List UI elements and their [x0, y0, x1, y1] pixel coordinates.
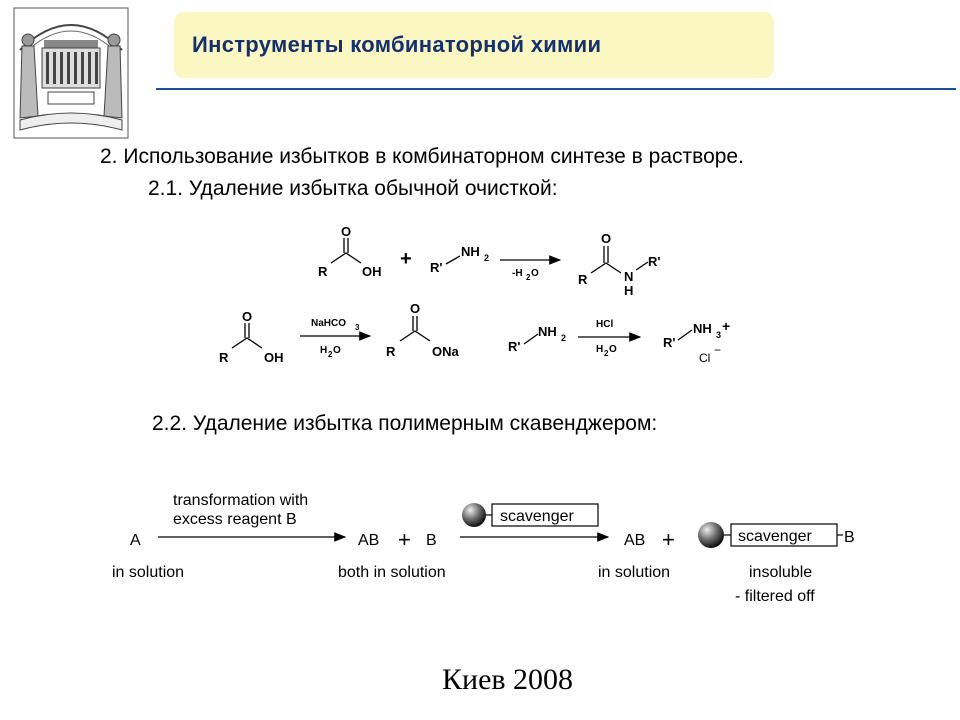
scheme-in-solution-1: in solution — [112, 564, 185, 581]
subsection-2-heading: 2.2. Удаление избытка полимерным скавенджером: — [152, 412, 658, 435]
r3-product-charge: + — [722, 318, 731, 334]
scheme-bound-b: B — [844, 529, 855, 546]
scheme-insoluble: insoluble — [749, 564, 813, 581]
r1-amide-o: O — [601, 231, 612, 246]
scheme-ab-1: AB — [358, 532, 380, 549]
r2-acid-r: R — [219, 350, 229, 365]
r2-solvent-h: H — [320, 345, 328, 356]
scheme-filtered-off: - filtered off — [735, 588, 815, 605]
scavenger-scheme — [112, 492, 855, 605]
r2-product-ona: ONa — [432, 344, 459, 359]
scheme-a: A — [130, 532, 141, 549]
r2-solvent-sub: 2 — [328, 350, 333, 359]
r3-amine-sub: 2 — [561, 333, 567, 343]
r2-solvent-o: O — [333, 345, 341, 356]
scheme-plus-2: + — [662, 527, 675, 552]
reaction-1 — [318, 224, 660, 298]
r1-cond-sub: 2 — [526, 273, 531, 282]
r3-solvent-sub: 2 — [604, 349, 609, 358]
subsection-1-heading: 2.1. Удаление избытка обычной очисткой: — [148, 177, 558, 200]
section-heading: 2. Использование избытков в комбинаторном синтезе в растворе. — [100, 145, 744, 168]
scheme-scavenger-reagent: scavenger — [500, 508, 574, 525]
r3-amine-nh: NH — [538, 324, 557, 339]
scheme-b: B — [426, 532, 437, 549]
polymer-bead-icon — [462, 503, 486, 527]
footer-city-year: Киев 2008 — [442, 663, 574, 696]
scheme-arrow-label-2: excess reagent B — [173, 511, 297, 528]
r3-amine-r: R' — [508, 339, 521, 354]
polymer-bead-bound-icon — [698, 522, 724, 548]
r3-solvent-h: H — [596, 344, 604, 355]
r1-acid-r: R — [318, 264, 328, 279]
reaction-2 — [219, 301, 460, 365]
r2-product-r: R — [386, 344, 396, 359]
r2-reagent: NaHCO — [311, 318, 347, 329]
r1-amide-r: R — [578, 272, 588, 287]
r3-product-r: R' — [663, 335, 676, 350]
scheme-in-solution-2: in solution — [598, 564, 671, 581]
r3-product-minus: − — [714, 343, 722, 357]
r1-amine-sub: 2 — [484, 253, 490, 263]
r3-solvent-o: O — [609, 344, 617, 355]
r2-acid-o: O — [242, 309, 253, 324]
scheme-arrow-label-1: transformation with — [173, 492, 309, 509]
scheme-plus-1: + — [398, 527, 411, 552]
r2-reagent-sub: 3 — [355, 323, 360, 332]
r2-acid-oh: OH — [264, 350, 284, 365]
r1-amide-r2: R' — [648, 254, 661, 269]
r1-amide-n: N — [624, 269, 634, 284]
r1-acid-oh: OH — [362, 264, 382, 279]
r3-product-sub: 3 — [716, 330, 722, 340]
scheme-both-in-solution: both in solution — [338, 564, 446, 581]
r1-acid-o: O — [341, 224, 352, 239]
r3-product-nh: NH — [693, 321, 712, 336]
r3-reagent: HCl — [596, 319, 614, 330]
reaction-3 — [508, 318, 730, 365]
slide-title: Инструменты комбинаторной химии — [192, 32, 602, 57]
scheme-ab-2: AB — [624, 532, 646, 549]
r3-product-cl: Cl — [699, 351, 711, 365]
scheme-scavenger-bound: scavenger — [738, 528, 812, 545]
r2-product-o: O — [410, 301, 421, 316]
r1-amide-h: H — [624, 283, 634, 298]
r1-amine-nh: NH — [461, 244, 480, 259]
r1-cond-prefix: -H — [512, 268, 523, 279]
r1-plus: + — [400, 248, 412, 270]
r1-amine-r: R' — [430, 260, 443, 275]
r1-cond-suffix: O — [531, 268, 539, 279]
